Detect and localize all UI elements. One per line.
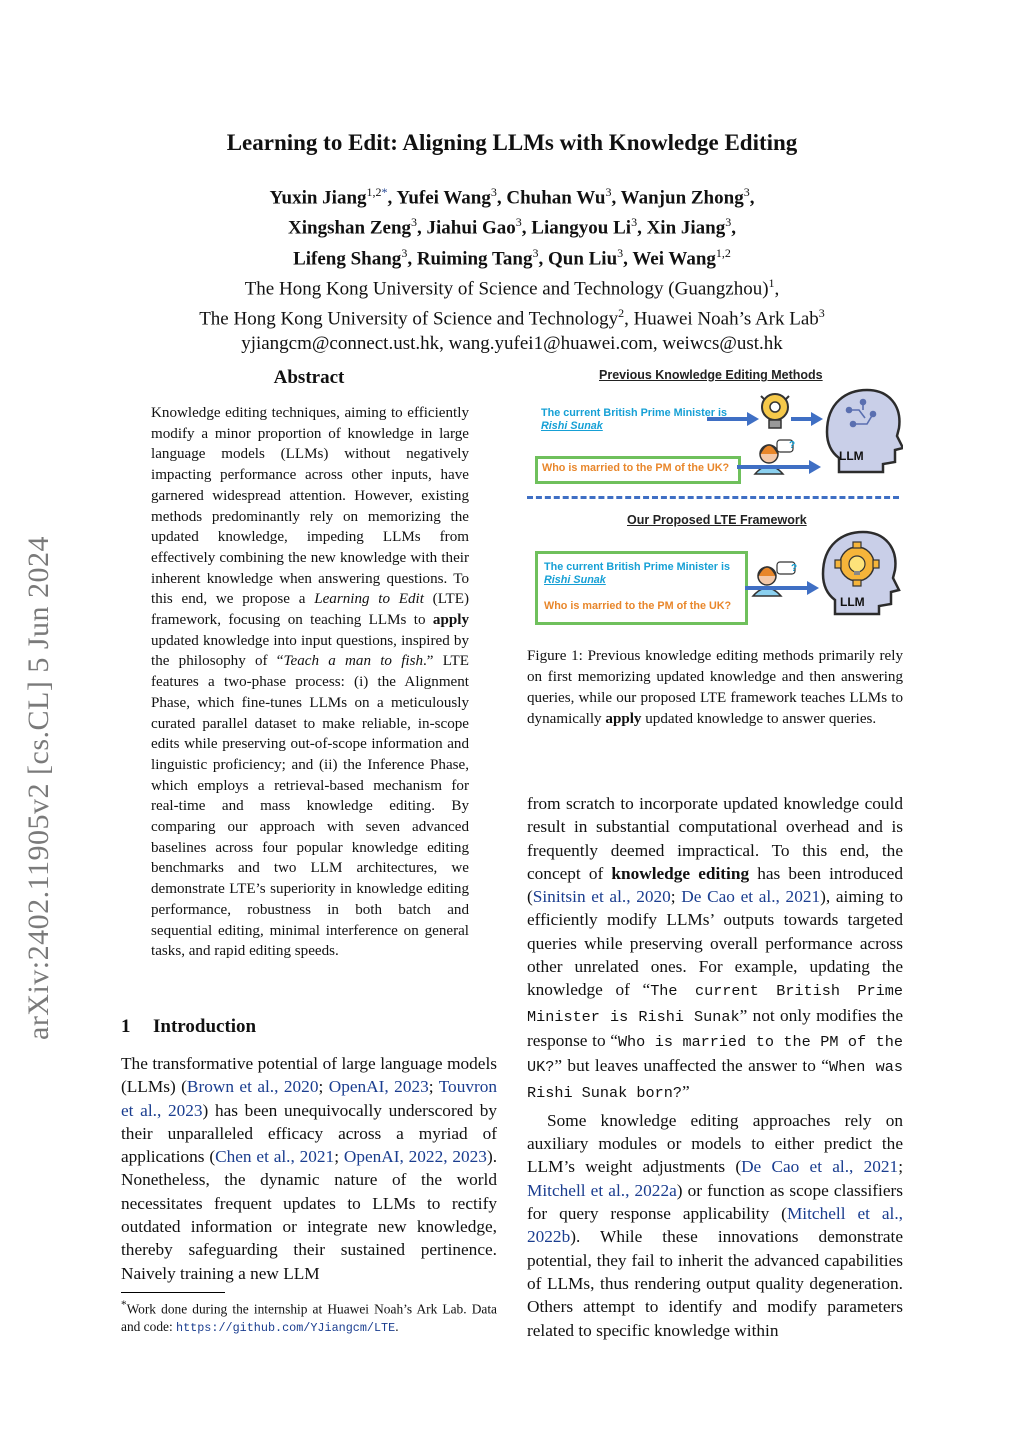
paragraph: Some knowledge editing approaches rely on auxiliary modules or models to either predict the LLM’s weight adjustments (De Cao et al., 2021; Mitchell et al., 2022a) or function as scope classifiers for query response applicability (Mitchell et al., 2022b). While these innovations demonstrate potential, they fail to inherit the advanced capabilities of LLMs, thus rendering output quality degeneration. Others attempt to identify and modify parameters related to specific knowledge within [527,1110,903,1340]
author-sup: 3 [605,185,612,199]
author-name: Lifeng Shang [293,247,402,269]
author-sup: 1,2 [366,185,382,199]
affiliation-sup: 1 [768,275,775,290]
right-column-text [527,792,903,1342]
figure-lte-graphics [527,522,903,632]
author-line-2: Xingshan Zeng$^3$, Jiahui Gao$^3$, Liangyou Li$^3$, Xin Jiang$^3$, [288,215,736,239]
figure-prev-fact: The current British Prime Minister is Rishi Sunak [541,407,727,432]
author-sup: 3 [515,215,522,230]
lightbulb-gear-icon [761,394,789,428]
citation-link[interactable]: OpenAI, 2022, 2023 [343,1147,487,1167]
author-sup: 1,2 [715,245,731,260]
citation-link[interactable]: Chen et al., 2021 [215,1147,335,1167]
author-sup: 3 [617,245,624,260]
author-name: Xingshan Zeng [288,217,412,239]
section-heading-introduction: 1 Introduction [121,1016,257,1037]
author-name: Wei Wang [632,247,716,269]
abstract-heading: Abstract [273,367,345,388]
llm-label: LLM [839,449,864,463]
author-line-1: Yuxin Jiang$^{1,2*}$, Yufei Wang$^3$, Chuhan Wu$^3$, Wanjun Zhong$^3$, [269,185,755,209]
figure-lte-fact: The current British Prime Minister is Rishi Sunak [544,561,730,586]
author-name: Ruiming Tang [416,247,533,269]
author-name: Yufei Wang [396,187,491,209]
author-name: Xin Jiang [646,217,726,239]
arrow-head-icon [747,412,759,426]
footnote-divider [121,1292,225,1293]
author-name: Qun Liu [547,247,618,269]
affiliation-sup: 2 [618,306,625,321]
author-emails: yjiangcm@connect.ust.hk, wang.yufei1@huawei.com, weiwcs@ust.hk [241,332,783,354]
paper-title: Learning to Edit: Aligning LLMs with Knowledge Editing [226,130,798,155]
person-question-icon [753,562,797,596]
author-name: Chuhan Wu [506,187,606,209]
figure-prev-graphics [527,362,903,492]
code-url-link[interactable]: https://github.com/YJiangcm/LTE [176,1321,396,1336]
citation-link[interactable]: De Cao et al., 2021 [681,887,821,907]
svg-text:?: ? [791,563,798,574]
author-name: Jiahui Gao [426,217,516,239]
abstract-text: Knowledge editing techniques, aiming to efficiently modify a minor proportion of knowledge in large language models (LLMs) without negatively impacting performance across other inputs, have garnered widespread attention. However, existing methods predominantly rely on memorizing the updated knowledge, impeding LLMs from effectively combining the new knowledge with their inherent knowledge when answering questions. To this end, we propose a Learning to Edit (LTE) framework, focusing on teaching LLMs to apply updated knowledge into input questions, inspired by the philosophy of “Teach a man to fish.” LTE features a two-phase process: (i) the Alignment Phase, which fine-tunes LLMs on a meticulously curated parallel dataset to make reliable, in-scope edits while preserving out-of-scope information and linguistic proficiency; and (ii) the Inference Phase, which employs a retrieval-based mechanism for real-time and mass knowledge editing. By comparing our approach with seven advanced baselines across four popular knowledge editing benchmarks and two LLM architectures, we demonstrate LTE’s superiority in knowledge editing performance, robustness in both batch and sequential editing, minimal interference on general tasks, and rapid editing speeds. [151,405,469,960]
arxiv-identifier: arXiv:2402.11905v2 [cs.CL] 5 Jun 2024 [22,535,55,1040]
figure-prev-question-box: Who is married to the PM of the UK? [535,456,741,484]
footnote: *Work done during the internship at Huawei Noah’s Ark Lab. Data and code: https://github.com/YJiangcm/LTE. [121,1299,497,1336]
author-block [0,180,1024,356]
llm-label: LLM [840,595,865,609]
figure-caption: Figure 1: Previous knowledge editing methods primarily rely on first memorizing updated knowledge and then answering queries, while our proposed LTE framework teaches LLMs to dynamically apply updated knowledge to answer queries. [527,648,903,727]
author-sup: 3 [411,215,418,230]
figure-divider [527,496,899,499]
affiliation-line-1: The Hong Kong University of Science and Technology (Guangzhou)$^1$, [244,275,780,300]
author-line-3: Lifeng Shang$^3$, Ruiming Tang$^3$, Qun Liu$^3$, Wei Wang$^{1,2}$ [293,245,731,269]
footnote-mark[interactable]: * [381,185,388,199]
figure-1 [527,362,903,632]
figure-lte-question: Who is married to the PM of the UK? [544,600,732,612]
author-sup: 3 [725,215,732,230]
author-sup: 3 [532,245,539,260]
author-sup: 3 [631,215,638,230]
citation-link[interactable]: Sinitsin et al., 2020 [532,887,671,907]
author-sup: 3 [401,245,408,260]
citation-link[interactable]: OpenAI, 2023 [328,1077,429,1097]
citation-link[interactable]: Mitchell et al., 2022a [527,1180,677,1200]
author-name: Yuxin Jiang [269,187,367,209]
paragraph: from scratch to incorporate updated knowledge could result in substantial computational overhead and is frequently deemed impractical. To this end, the concept of knowledge editing has been introduced (Sinitsin et al., 2020; De Cao et al., 2021), aiming to efficiently modify LLMs’ outputs towards targeted queries while preserving overall performance across other unrelated ones. For example, updating the knowledge of “The current British Prime Minister is Rishi Sunak” not only modifies the response to “Who is married to the PM of the UK?” but leaves unaffected the answer to “When was Rishi Sunak born?” [527,794,904,1102]
affiliation: Huawei Noah’s Ark Lab [633,308,819,330]
citation-link[interactable]: Brown et al., 2020 [186,1077,319,1097]
citation-link[interactable]: Touvron et al., 2023 [121,1077,498,1120]
affiliation-line-2: The Hong Kong University of Science and Technology$^2$, Huawei Noah’s Ark Lab$^3$ [199,306,825,330]
author-sup: 3 [743,185,750,199]
figure-heading-lte: Our Proposed LTE Framework [627,513,807,527]
author-sup: 3 [490,185,497,199]
author-name: Liangyou Li [531,217,632,239]
figure-heading-previous: Previous Knowledge Editing Methods [599,368,823,382]
affiliation: The Hong Kong University of Science and Technology [199,308,619,330]
author-name: Wanjun Zhong [620,187,744,209]
intro-paragraph: The transformative potential of large language models (LLMs) (Brown et al., 2020; OpenAI, 2023; Touvron et al., 2023) has been unequivocally underscored by their unparalleled efficacy across a myriad of applications (Chen et al., 2021; OpenAI, 2022, 2023). Nonetheless, the dynamic nature of the world necessitates frequent updates to LLMs to rectify outdated information or integrate new knowledge, thereby safeguarding their sustained pertinence. Naively training a new LLM [121,1054,498,1283]
citation-link[interactable]: De Cao et al., 2021 [741,1157,899,1177]
affiliation-sup: 3 [818,306,825,321]
svg-text:?: ? [789,440,796,451]
citation-link[interactable]: Mitchell et al., 2022b [527,1204,903,1247]
affiliation: The Hong Kong University of Science and Technology (Guangzhou) [244,278,769,300]
